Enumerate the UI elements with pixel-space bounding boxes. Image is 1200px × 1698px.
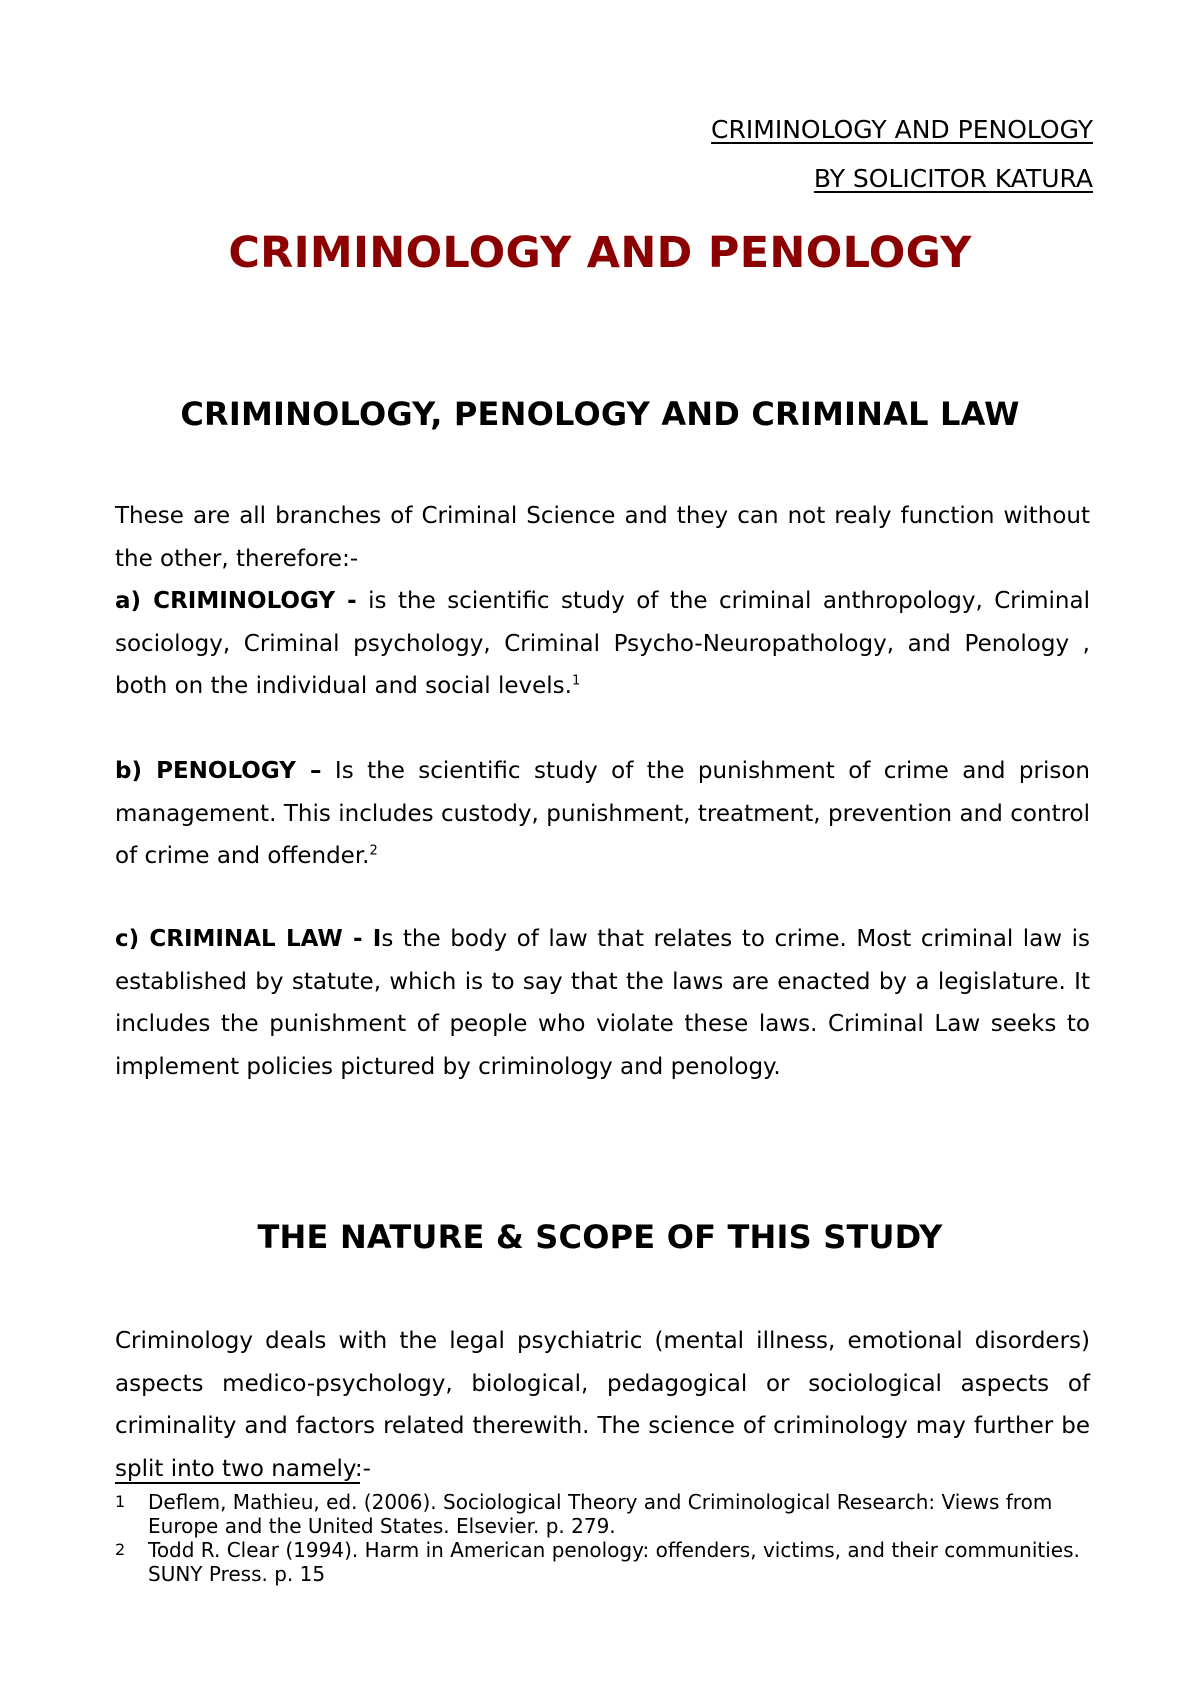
definition-label: b) PENOLOGY – <box>115 758 322 784</box>
definition-text: s the body of law that relates to crime. Most criminal law is established by statute, which is to say that the laws are enacted by a legislature. It includes the punishment of people who violate these laws. Criminal Law seeks to implement policies pictured by criminology and penology. <box>115 926 1090 1080</box>
footnote-number: 2 <box>115 1540 126 1559</box>
definition-label: c) CRIMINAL LAW - I <box>115 926 382 952</box>
footnote-item <box>115 1538 1090 1586</box>
header-course-title: CRIMINOLOGY AND PENOLOGY <box>711 115 1093 144</box>
footnote-separator <box>115 1482 360 1484</box>
definition-criminal-law <box>115 918 1090 1088</box>
definition-text: is the scientific study of the criminal anthropology, Criminal sociology, Criminal psychology, Criminal Psycho-Neuropathology, and Penology , both on the individual and social levels. <box>115 588 1090 699</box>
page-title: CRIMINOLOGY AND PENOLOGY <box>228 228 972 278</box>
section-heading-criminal-science: CRIMINOLOGY, PENOLOGY AND CRIMINAL LAW <box>180 395 1020 433</box>
definition-text: Is the scientific study of the punishment of crime and prison management. This includes custody, punishment, treatment, prevention and control of crime and offender. <box>115 758 1091 869</box>
footnote-ref-1[interactable]: 1 <box>571 673 581 689</box>
section-heading-nature-scope: THE NATURE & SCOPE OF THIS STUDY <box>257 1218 943 1256</box>
footnote-number: 1 <box>115 1492 126 1511</box>
header-author: BY SOLICITOR KATURA <box>813 164 1093 193</box>
footnote-item <box>115 1490 1090 1538</box>
scope-paragraph: Criminology deals with the legal psychiatric (mental illness, emotional disorders) aspects medico-psychology, biological, pedagogical or sociological aspects of criminality and factors related therewith. The science of criminology may further be split into two namely:- <box>115 1328 1090 1482</box>
footnote-text: Deflem, Mathieu, ed. (2006). Sociological Theory and Criminological Research: Views from Europe and the United States. Elsevier. p. 279. <box>148 1490 1053 1538</box>
footnote-ref-2[interactable]: 2 <box>369 843 378 859</box>
footnote-text: Todd R. Clear (1994). Harm in American penology: offenders, victims, and their communities. SUNY Press. p. 15 <box>148 1538 1080 1586</box>
intro-paragraph: These are all branches of Criminal Science and they can not realy function without the other, therefore:- <box>115 503 1090 572</box>
definition-penology <box>115 750 1090 878</box>
footnotes <box>115 1490 1090 1586</box>
definition-criminology <box>115 580 1090 708</box>
definition-label: a) CRIMINOLOGY - <box>115 588 357 614</box>
